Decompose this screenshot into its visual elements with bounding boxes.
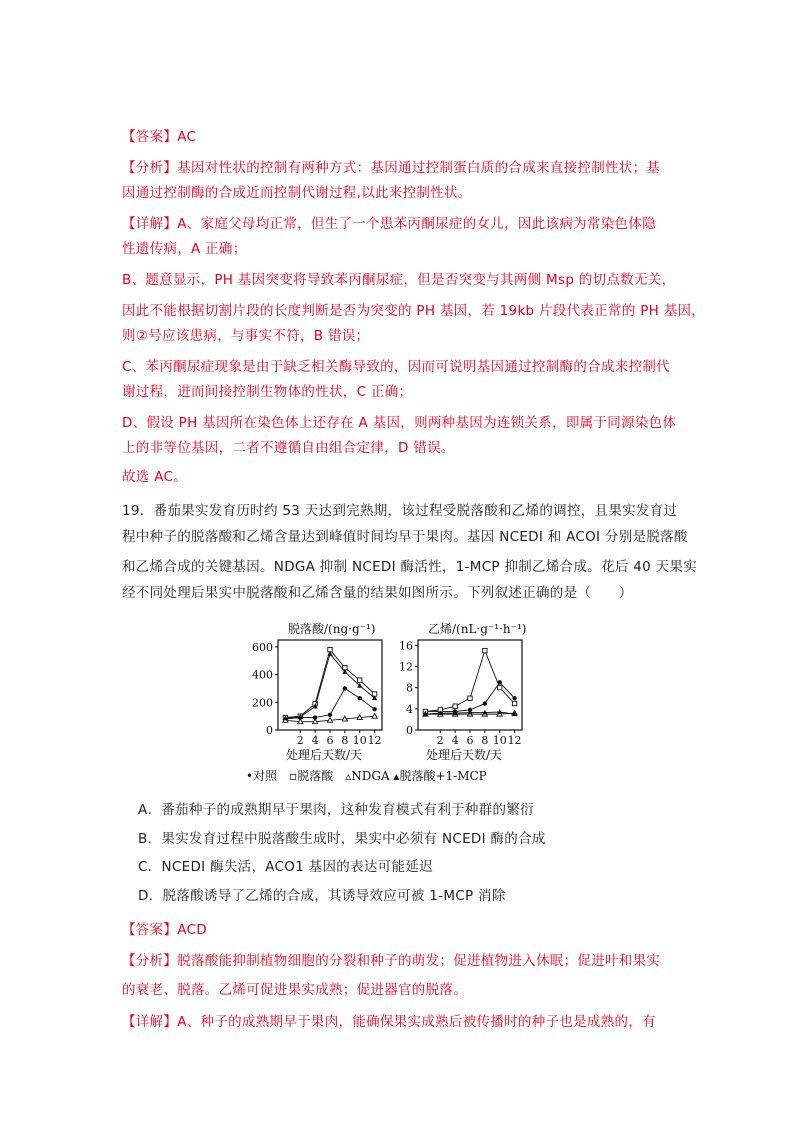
data-point: [483, 701, 487, 705]
text-line: B、题意显示，PH 基因突变将导致苯丙酮尿症，但是否突变与其两侧 Msp 的切点数无关，: [122, 272, 676, 288]
text-line: 谢过程，进而间接控制生物体的性状，C 正确；: [122, 384, 413, 400]
text-line: 【答案】ACD: [122, 922, 207, 938]
text-line: 【分析】基因对性状的控制有两种方式：基因通过控制蛋白质的合成来直接控制性状；基: [122, 160, 661, 176]
text-line: 因此不能根据切割片段的长度判断是否为突变的 PH 基因，若 19kb 片段代表正常的 PH 基因，: [122, 303, 706, 319]
text-line: C．NCEDI 酶失活，ACO1 基因的表达可能延迟: [138, 859, 433, 875]
y-tick-label: 12: [399, 660, 413, 674]
chart-title: 乙烯/(nL·g⁻¹·h⁻¹): [428, 622, 527, 636]
data-point: [372, 713, 377, 718]
text-line: 故选 AC。: [122, 469, 188, 485]
x-axis-label: 处理后天数/天: [425, 748, 503, 762]
text-line: 【答案】AC: [122, 129, 197, 145]
data-point: [343, 686, 347, 690]
data-point: [468, 696, 472, 700]
x-tick-label: 12: [367, 734, 382, 747]
x-tick-label: 2: [436, 734, 444, 747]
y-tick-label: 0: [266, 724, 273, 737]
data-point: [512, 701, 516, 705]
text-line: D．脱落酸诱导了乙烯的合成，其诱导效应可被 1-MCP 消除: [138, 888, 506, 904]
text-line: 的衰老、脱落。乙烯可促进果实成熟；促进器官的脱落。: [122, 982, 467, 998]
text-line: B．果实发育过程中脱落酸生成时，果实中必须有 NCEDI 酶的合成: [138, 831, 546, 847]
x-tick-label: 4: [311, 734, 319, 747]
x-tick-label: 2: [296, 734, 304, 747]
figure-charts: [240, 618, 560, 786]
x-tick-label: 6: [466, 734, 474, 747]
text-line: 因通过控制酶的合成近而控制代谢过程,以此来控制性状。: [122, 185, 472, 201]
data-point: [497, 709, 502, 714]
series-line: [285, 650, 374, 718]
data-point: [483, 648, 487, 652]
data-point: [372, 707, 376, 711]
text-line: 【分析】脱落酸能抑制植物细胞的分裂和种子的萌发；促进植物进入休眠；促进叶和果实: [122, 953, 661, 969]
text-line: 【详解】A、家庭父母均正常，但生了一个患苯丙酮尿症的女儿，因此该病为常染色体隐: [122, 216, 656, 232]
x-tick-label: 8: [341, 734, 349, 747]
text-line: A．番茄种子的成熟期早于果肉，这种发育模式有利于种群的繁衍: [138, 802, 534, 818]
text-line: 性遗传病，A 正确；: [122, 241, 247, 257]
x-tick-label: 4: [451, 734, 459, 747]
x-tick-label: 10: [492, 734, 507, 747]
y-tick-label: 4: [406, 702, 413, 716]
x-tick-label: 8: [481, 734, 489, 747]
text-line: 和乙烯合成的关键基因。NDGA 抑制 NCEDI 酶活性，1-MCP 抑制乙烯合成。花后 40 天果实: [122, 559, 698, 575]
data-point: [498, 685, 502, 689]
data-point: [512, 696, 516, 700]
data-point: [358, 696, 362, 700]
y-tick-label: 600: [252, 640, 273, 654]
y-tick-label: 16: [399, 639, 413, 653]
data-point: [358, 678, 362, 682]
text-line: 程中种子的脱落酸和乙烯含量达到峰值时间均早于果肉。基因 NCEDI 和 ACOI 分别是脱落酸: [122, 529, 688, 545]
text-line: 则②号应该患病，与事实不符，B 错误；: [122, 328, 370, 344]
x-tick-label: 12: [507, 734, 522, 747]
text-line: C、苯丙酮尿症现象是由于缺乏相关酶导致的，因而可说明基因通过控制酶的合成来控制代: [122, 359, 670, 375]
chart-title: 脱落酸/(ng·g⁻¹): [288, 622, 376, 636]
data-point: [453, 704, 457, 708]
chart-legend: •对照 ▫脱落酸 ▵NDGA ▴脱落酸+1-MCP: [246, 769, 487, 783]
text-line: 【详解】A、种子的成熟期早于果肉，能确保果实成熟后被传播时的种子也是成熟的，有: [122, 1014, 656, 1030]
y-tick-label: 8: [406, 681, 413, 695]
text-line: D、假设 PH 基因所在染色体上还存在 A 基因，则两种基因为连锁关系，即属于同源染色体: [122, 415, 677, 431]
text-line: 19．番茄果实发育历时约 53 天达到完熟期，该过程受脱落酸和乙烯的调控，且果实发育过: [122, 503, 678, 519]
x-tick-label: 10: [352, 734, 367, 747]
text-line: 上的非等位基因，二者不遵循自由组合定律，D 错误。: [122, 440, 455, 456]
x-tick-label: 6: [326, 734, 334, 747]
text-line: 经不同处理后果实中脱落酸和乙烯含量的结果如图所示。下列叙述正确的是（ ）: [122, 585, 633, 601]
data-point: [328, 713, 332, 717]
y-tick-label: 200: [252, 696, 273, 710]
x-axis-label: 处理后天数/天: [285, 748, 363, 762]
y-tick-label: 0: [406, 724, 413, 737]
y-tick-label: 400: [252, 668, 273, 682]
